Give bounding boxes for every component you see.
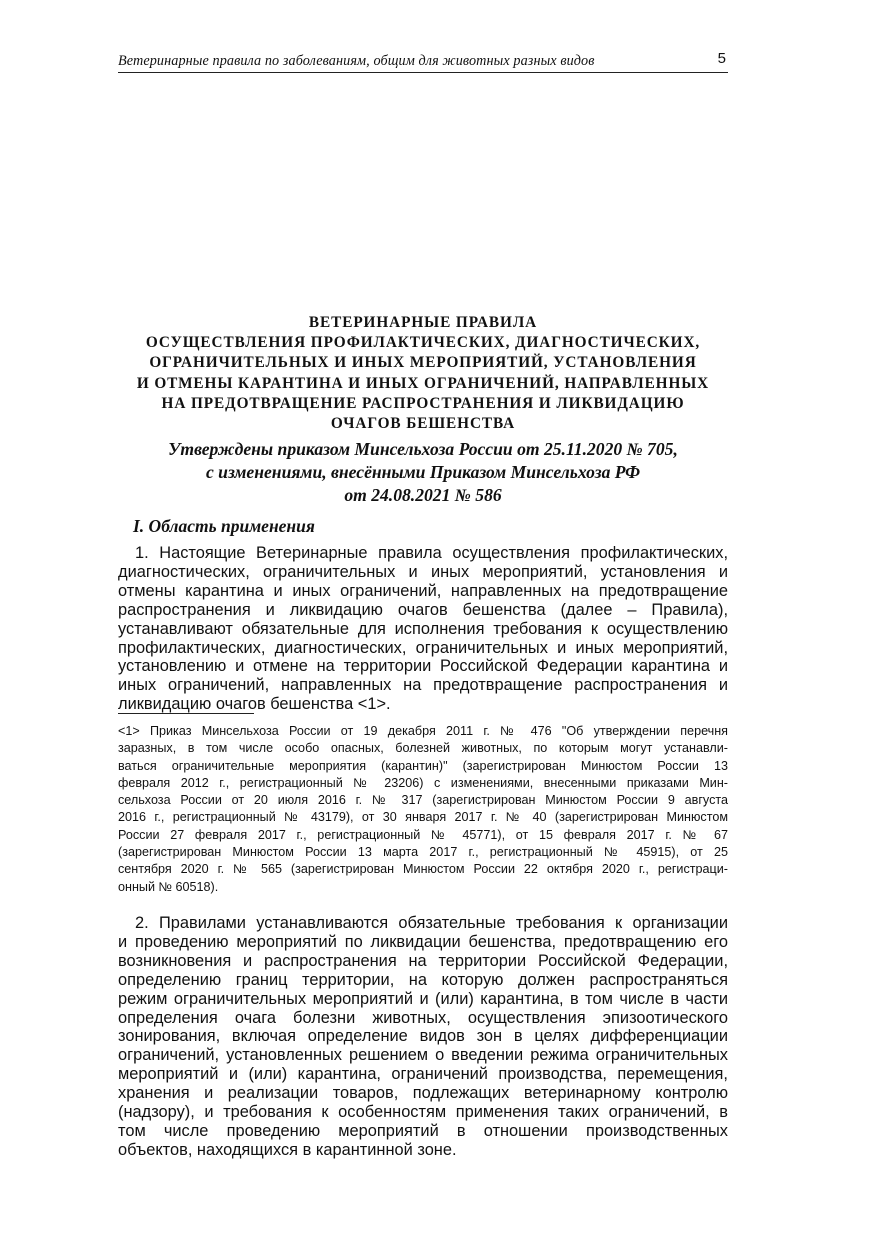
paragraph-line: распространения и ликвидацию очагов бешенства (далее – Правила), [118, 600, 728, 619]
title-line: ОЧАГОВ БЕШЕНСТВА [330, 415, 516, 433]
approval-line: от 24.08.2021 № 586 [344, 484, 502, 505]
paragraph-line: диагностических, ограничительных и иных мероприятий, установления и [118, 562, 728, 581]
title-line: ОГРАНИЧИТЕЛЬНЫХ И ИНЫХ МЕРОПРИЯТИЙ, УСТАНОВЛЕНИЯ [149, 354, 697, 372]
paragraph-line: мероприятий и (или) карантина, ограничений производства, перемещения, [118, 1065, 728, 1084]
title-line: ОСУЩЕСТВЛЕНИЯ ПРОФИЛАКТИЧЕСКИХ, ДИАГНОСТИЧЕСКИХ, [145, 334, 701, 352]
footnote-separator [118, 713, 254, 714]
approval-note [110, 438, 736, 506]
paragraph-line: устанавливают обязательные для исполнения требования к осуществлению [118, 619, 728, 638]
paragraph-line: объектов, находящихся в карантинной зоне. [118, 1140, 457, 1159]
paragraph-line: зонирования, включая определение видов зон в целях дифференциации [118, 1027, 728, 1046]
paragraph-line: определения очага болезни животных, осуществления эпизоотического [118, 1008, 728, 1027]
paragraph-line: определению границ территории, на которую должен распространяться [118, 970, 728, 989]
paragraph-line: профилактических, диагностических, ограничительных и иных мероприятий, [118, 638, 728, 657]
title-line: И ОТМЕНЫ КАРАНТИНА И ИНЫХ ОГРАНИЧЕНИЙ, НАПРАВЛЕННЫХ [136, 374, 710, 392]
running-header [118, 52, 728, 73]
footnote-line: февраля 2012 г., регистрационный № 23206) с изменениями, внесенными приказами Мин- [118, 775, 728, 790]
paragraph-line: иных ограничений, направленных на предотвращение распространения и [118, 676, 728, 695]
paragraph-line: режим ограничительных мероприятий и (или) карантина, в том числе в части [118, 989, 728, 1008]
footnote-line: ваться ограничительные мероприятия (карантин)" (зарегистрирован Минюстом России 13 [118, 758, 728, 773]
footnote-line: 2016 г., регистрационный № 43179), от 30 января 2017 г. № 40 (зарегистрирован Минюстом [118, 810, 728, 825]
footnote-line: сентября 2020 г. № 565 (зарегистрирован Минюстом России 22 октября 2020 г., регистраци- [118, 862, 728, 877]
title-line: НА ПРЕДОТВРАЩЕНИЕ РАСПРОСТРАНЕНИЯ И ЛИКВИДАЦИЮ [161, 394, 685, 412]
document-title [110, 313, 736, 434]
footnote [118, 723, 728, 896]
paragraph-line: ликвидацию очагов бешенства <1>. [118, 695, 391, 714]
paragraph-line: хранения и реализации товаров, подлежащих ветеринарному контролю [118, 1084, 728, 1103]
paragraph-line: (надзору), и требования к особенностям применения таких ограничений, в [118, 1103, 728, 1122]
title-line: ВЕТЕРИНАРНЫЕ ПРАВИЛА [308, 314, 538, 331]
approval-line: с изменениями, внесёнными Приказом Минсельхоза РФ [205, 461, 641, 482]
paragraph-line: возникновения и распространения на территории Российской Федерации, [118, 951, 728, 970]
paragraph-line: 1. Настоящие Ветеринарные правила осуществления профилактических, [135, 544, 728, 562]
paragraph-2 [118, 914, 728, 1160]
paragraph-line: ограничений, установленных решением о введении режима ограничительных [118, 1046, 728, 1065]
paragraph-line: и проведению мероприятий по ликвидации бешенства, предотвращению его [118, 932, 728, 951]
paragraph-1 [118, 544, 728, 714]
footnote-line: <1> Приказ Минсельхоза России от 19 декабря 2011 г. № 476 "Об утверждении перечня [118, 724, 728, 738]
section-heading: I. Область применения [133, 516, 315, 536]
footnote-line: (зарегистрирован Минюстом России 13 марта 2017 г., регистрационный № 45915), от 25 [118, 845, 728, 860]
approval-line: Утверждены приказом Минсельхоза России от 25.11.2020 № 705, [168, 439, 678, 459]
footnote-line: онный № 60518). [118, 879, 219, 894]
paragraph-line: отмены карантина и иных ограничений, направленных на предотвращение [118, 581, 728, 600]
paragraph-line: том числе проведению мероприятий в отношении производственных [118, 1121, 728, 1140]
footnote-line: заразных, в том числе особо опасных, болезней животных, по которым могут устанавли- [118, 741, 728, 756]
header-title: Ветеринарные правила по заболеваниям, общим для животных разных видов [118, 53, 595, 69]
page-number: 5 [717, 50, 726, 67]
footnote-line: сельхоза России от 20 июля 2016 г. № 317 (зарегистрирован Минюстом России 9 августа [118, 793, 728, 808]
footnote-line: России 27 февраля 2017 г., регистрационный № 45771), от 15 февраля 2017 г. № 67 [118, 827, 728, 842]
paragraph-line: 2. Правилами устанавливаются обязательные требования к организации [135, 914, 728, 932]
paragraph-line: установлению и отмене на территории Российской Федерации карантина и [118, 657, 728, 676]
